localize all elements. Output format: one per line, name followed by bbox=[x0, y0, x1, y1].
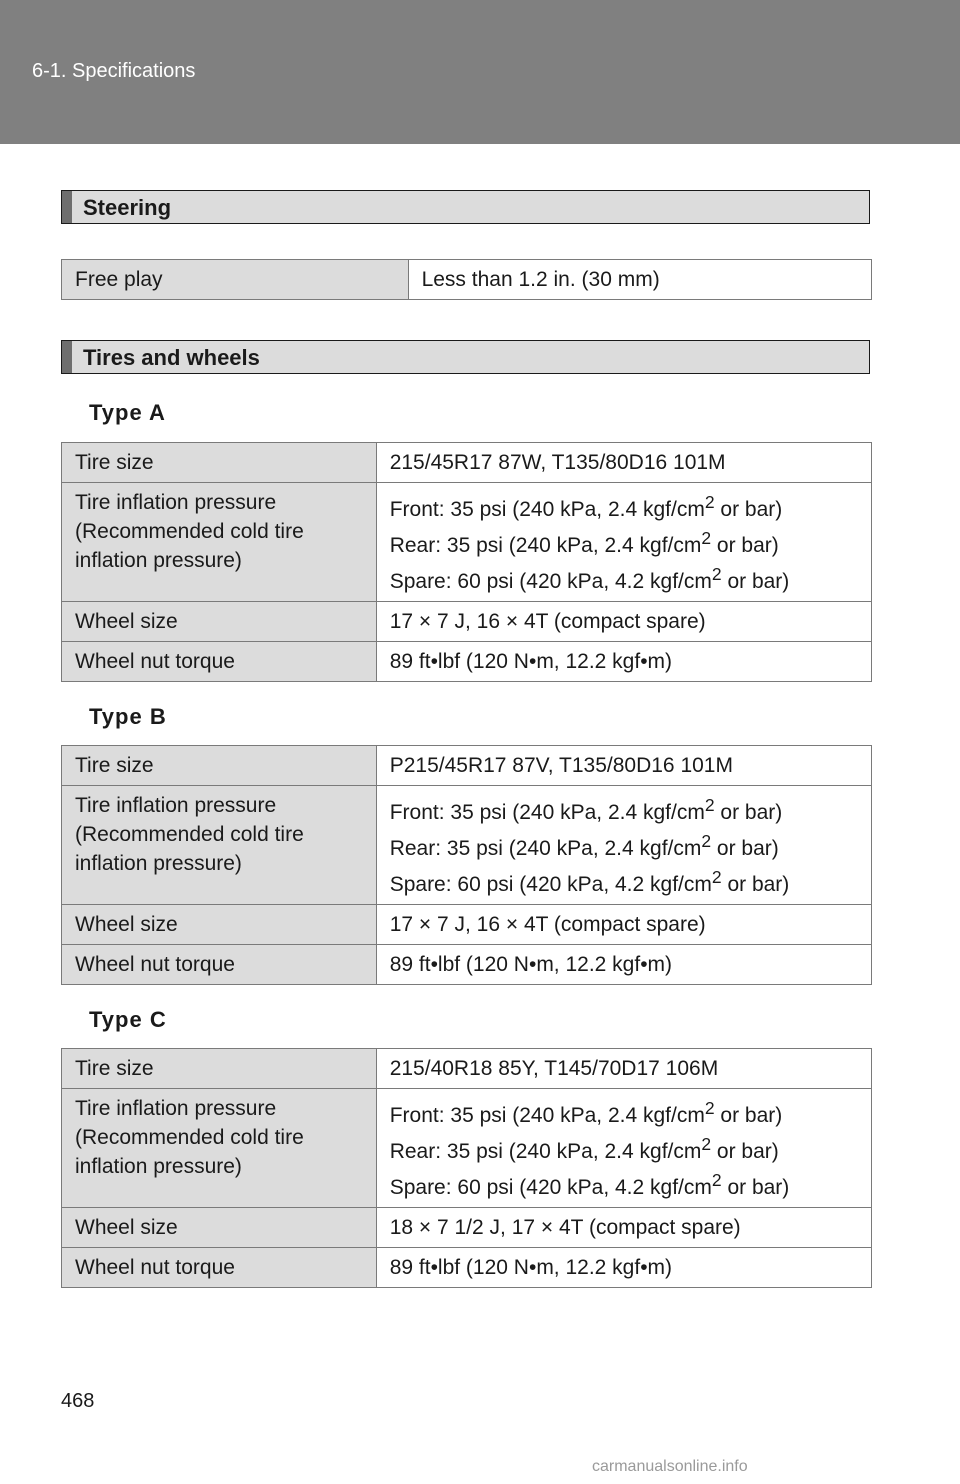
inflation-pressure-label bbox=[62, 1089, 377, 1208]
unit-superscript: 2 bbox=[704, 492, 715, 512]
table-row bbox=[62, 945, 872, 985]
section-reference: 6-1. Specifications bbox=[32, 60, 196, 82]
inflation-pressure-value bbox=[376, 786, 871, 905]
front-pressure-suffix: or bar) bbox=[714, 1104, 783, 1127]
rear-pressure-suffix: or bar) bbox=[711, 534, 779, 557]
tire-size-value: 215/40R18 85Y, T145/70D17 106M bbox=[376, 1049, 871, 1089]
table-row bbox=[62, 602, 872, 642]
inflation-label-line: Tire inflation pressure bbox=[75, 1097, 277, 1120]
wheel-size-value: 18 × 7 1/2 J, 17 × 4T (compact spare) bbox=[376, 1208, 871, 1248]
inflation-label-line: Tire inflation pressure bbox=[75, 491, 277, 514]
table-row bbox=[62, 905, 872, 945]
type-c-spec-table bbox=[61, 1048, 872, 1288]
unit-superscript: 2 bbox=[711, 1170, 722, 1190]
unit-superscript: 2 bbox=[701, 831, 712, 851]
tire-size-value: 215/45R17 87W, T135/80D16 101M bbox=[376, 443, 871, 483]
front-pressure-text: Front: 35 psi (240 kPa, 2.4 kgf/cm bbox=[389, 498, 705, 521]
spare-pressure bbox=[390, 863, 858, 899]
unit-superscript: 2 bbox=[704, 1098, 715, 1118]
inflation-label-line: (Recommended cold tire bbox=[75, 1126, 304, 1149]
front-pressure bbox=[390, 488, 858, 524]
unit-superscript: 2 bbox=[701, 528, 712, 548]
wheel-nut-torque-value: 89 ft•lbf (120 N•m, 12.2 kgf•m) bbox=[376, 945, 871, 985]
table-row bbox=[62, 746, 872, 786]
rear-pressure bbox=[390, 827, 858, 863]
spare-pressure bbox=[390, 560, 858, 596]
table-row bbox=[62, 443, 872, 483]
wheel-nut-torque-label: Wheel nut torque bbox=[62, 945, 377, 985]
section-heading-steering bbox=[61, 190, 870, 224]
unit-superscript: 2 bbox=[704, 795, 715, 815]
front-pressure-text: Front: 35 psi (240 kPa, 2.4 kgf/cm bbox=[389, 801, 705, 824]
heading-marker bbox=[62, 341, 72, 373]
heading-marker bbox=[62, 191, 72, 223]
rear-pressure-suffix: or bar) bbox=[711, 837, 779, 860]
table-row bbox=[62, 1208, 872, 1248]
rear-pressure-text: Rear: 35 psi (240 kPa, 2.4 kgf/cm bbox=[389, 837, 702, 860]
table-row bbox=[62, 260, 872, 300]
table-row bbox=[62, 786, 872, 905]
page-header-band bbox=[0, 0, 960, 144]
wheel-nut-torque-label: Wheel nut torque bbox=[62, 1248, 377, 1288]
type-a-label: Type A bbox=[89, 400, 166, 425]
page-number: 468 bbox=[61, 1390, 95, 1412]
spare-pressure-text: Spare: 60 psi (420 kPa, 4.2 kgf/cm bbox=[389, 873, 712, 896]
rear-pressure-text: Rear: 35 psi (240 kPa, 2.4 kgf/cm bbox=[389, 534, 702, 557]
spare-pressure-suffix: or bar) bbox=[721, 570, 790, 593]
tire-size-label: Tire size bbox=[62, 746, 377, 786]
wheel-size-value: 17 × 7 J, 16 × 4T (compact spare) bbox=[376, 905, 871, 945]
wheel-size-label: Wheel size bbox=[62, 602, 377, 642]
spare-pressure bbox=[390, 1166, 858, 1202]
front-pressure-text: Front: 35 psi (240 kPa, 2.4 kgf/cm bbox=[389, 1104, 705, 1127]
inflation-label-line: inflation pressure) bbox=[75, 549, 242, 572]
table-row bbox=[62, 1248, 872, 1288]
inflation-label-line: Tire inflation pressure bbox=[75, 794, 277, 817]
inflation-label-line: inflation pressure) bbox=[75, 852, 242, 875]
spare-pressure-suffix: or bar) bbox=[721, 873, 790, 896]
inflation-label-line: inflation pressure) bbox=[75, 1155, 242, 1178]
table-row bbox=[62, 483, 872, 602]
table-row bbox=[62, 1049, 872, 1089]
inflation-pressure-label bbox=[62, 786, 377, 905]
free-play-label: Free play bbox=[62, 260, 409, 300]
table-row bbox=[62, 1089, 872, 1208]
unit-superscript: 2 bbox=[711, 867, 722, 887]
front-pressure-suffix: or bar) bbox=[714, 498, 783, 521]
type-a-spec-table bbox=[61, 442, 872, 682]
wheel-size-label: Wheel size bbox=[62, 1208, 377, 1248]
table-row bbox=[62, 642, 872, 682]
wheel-nut-torque-label: Wheel nut torque bbox=[62, 642, 377, 682]
section-title: Steering bbox=[83, 195, 172, 220]
front-pressure bbox=[390, 791, 858, 827]
spare-pressure-suffix: or bar) bbox=[721, 1176, 790, 1199]
watermark-text: carmanualsonline.info bbox=[592, 1458, 748, 1475]
spare-pressure-text: Spare: 60 psi (420 kPa, 4.2 kgf/cm bbox=[389, 570, 712, 593]
wheel-size-value: 17 × 7 J, 16 × 4T (compact spare) bbox=[376, 602, 871, 642]
inflation-pressure-value bbox=[376, 1089, 871, 1208]
wheel-nut-torque-value: 89 ft•lbf (120 N•m, 12.2 kgf•m) bbox=[376, 1248, 871, 1288]
front-pressure-suffix: or bar) bbox=[714, 801, 783, 824]
section-heading-tires-wheels bbox=[61, 340, 870, 374]
type-c-label: Type C bbox=[89, 1007, 167, 1032]
inflation-label-line: (Recommended cold tire bbox=[75, 520, 304, 543]
section-title: Tires and wheels bbox=[83, 345, 260, 370]
spare-pressure-text: Spare: 60 psi (420 kPa, 4.2 kgf/cm bbox=[389, 1176, 712, 1199]
rear-pressure bbox=[390, 1130, 858, 1166]
tire-size-label: Tire size bbox=[62, 1049, 377, 1089]
rear-pressure-suffix: or bar) bbox=[711, 1140, 779, 1163]
front-pressure bbox=[390, 1094, 858, 1130]
wheel-size-label: Wheel size bbox=[62, 905, 377, 945]
tire-size-value: P215/45R17 87V, T135/80D16 101M bbox=[376, 746, 871, 786]
tire-size-label: Tire size bbox=[62, 443, 377, 483]
inflation-pressure-label bbox=[62, 483, 377, 602]
wheel-nut-torque-value: 89 ft•lbf (120 N•m, 12.2 kgf•m) bbox=[376, 642, 871, 682]
rear-pressure bbox=[390, 524, 858, 560]
unit-superscript: 2 bbox=[701, 1134, 712, 1154]
type-b-label: Type B bbox=[89, 704, 167, 729]
inflation-label-line: (Recommended cold tire bbox=[75, 823, 304, 846]
type-b-spec-table bbox=[61, 745, 872, 985]
unit-superscript: 2 bbox=[711, 564, 722, 584]
inflation-pressure-value bbox=[376, 483, 871, 602]
steering-spec-table bbox=[61, 259, 872, 300]
rear-pressure-text: Rear: 35 psi (240 kPa, 2.4 kgf/cm bbox=[389, 1140, 702, 1163]
free-play-value: Less than 1.2 in. (30 mm) bbox=[408, 260, 871, 300]
